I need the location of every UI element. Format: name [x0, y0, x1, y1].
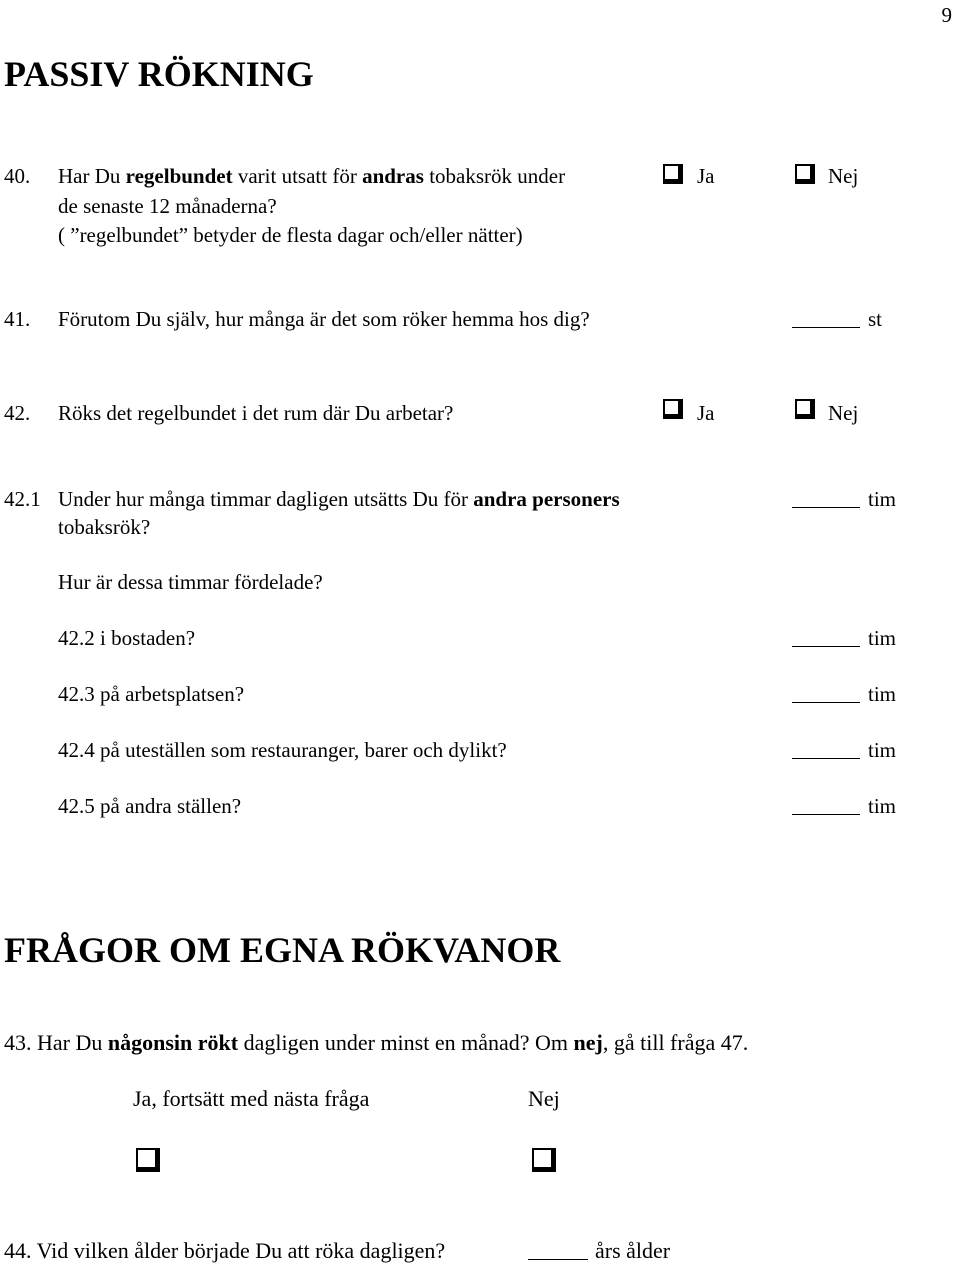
q42-3-unit: tim	[868, 682, 897, 706]
question-42-number: 42.	[4, 401, 31, 425]
q43-yes-label: Ja, fortsätt med nästa fråga	[133, 1086, 370, 1111]
question-40-text-line2: de senaste 12 månaderna?	[58, 194, 277, 218]
q42-1-unit: tim	[868, 487, 897, 511]
q43-no-checkbox[interactable]	[532, 1148, 556, 1172]
question-42-1-number: 42.1	[4, 487, 41, 511]
question-40-number: 40.	[4, 164, 31, 188]
q41-answer-line[interactable]	[792, 327, 860, 328]
q40-yes-label: Ja	[697, 164, 715, 188]
q42-no-label: Nej	[828, 401, 859, 425]
q41-unit: st	[868, 307, 883, 331]
q44-answer-line[interactable]	[528, 1259, 588, 1260]
question-42-2-text: 42.2 i bostaden?	[58, 626, 196, 650]
question-43-text: 43. Har Du någonsin rökt dagligen under minst en månad? Om nej, gå till fråga 47.	[4, 1030, 749, 1055]
q42-5-answer-line[interactable]	[792, 814, 860, 815]
q44-unit: års ålder	[595, 1238, 671, 1263]
q40-yes-checkbox[interactable]	[663, 164, 683, 184]
question-40-note: ( ”regelbundet” betyder de flesta dagar och/eller nätter)	[58, 223, 523, 247]
q42-2-unit: tim	[868, 626, 897, 650]
q42-4-answer-line[interactable]	[792, 758, 860, 759]
question-42-5-text: 42.5 på andra ställen?	[58, 794, 242, 818]
q43-yes-checkbox[interactable]	[136, 1148, 160, 1172]
question-40-text: Har Du regelbundet varit utsatt för andras tobaksrök under	[58, 164, 566, 188]
q42-yes-label: Ja	[697, 401, 715, 425]
q40-no-checkbox[interactable]	[795, 164, 815, 184]
question-42-3-text: 42.3 på arbetsplatsen?	[58, 682, 245, 706]
question-42-text: Röks det regelbundet i det rum där Du arbetar?	[58, 401, 454, 425]
question-44-text: 44. Vid vilken ålder började Du att röka dagligen?	[4, 1238, 446, 1263]
q42-3-answer-line[interactable]	[792, 702, 860, 703]
q42-yes-checkbox[interactable]	[663, 399, 683, 419]
q40-no-label: Nej	[828, 164, 859, 188]
q43-no-label: Nej	[528, 1086, 560, 1111]
q42-4-unit: tim	[868, 738, 897, 762]
q42-no-checkbox[interactable]	[795, 399, 815, 419]
question-41-text: Förutom Du själv, hur många är det som röker hemma hos dig?	[58, 307, 590, 331]
section-title-own-smoking-habits: FRÅGOR OM EGNA RÖKVANOR	[4, 930, 561, 970]
question-41-number: 41.	[4, 307, 31, 331]
page-number: 9	[941, 3, 952, 27]
q42-2-answer-line[interactable]	[792, 646, 860, 647]
q42-1-answer-line[interactable]	[792, 507, 860, 508]
question-42-1-text-line2: tobaksrök?	[58, 515, 151, 539]
distribution-label: Hur är dessa timmar fördelade?	[58, 570, 323, 594]
question-42-1-text: Under hur många timmar dagligen utsätts Du för andra personers	[58, 487, 620, 511]
section-title-passive-smoking: PASSIV RÖKNING	[4, 54, 314, 94]
question-42-4-text: 42.4 på uteställen som restauranger, barer och dylikt?	[58, 738, 507, 762]
q42-5-unit: tim	[868, 794, 897, 818]
